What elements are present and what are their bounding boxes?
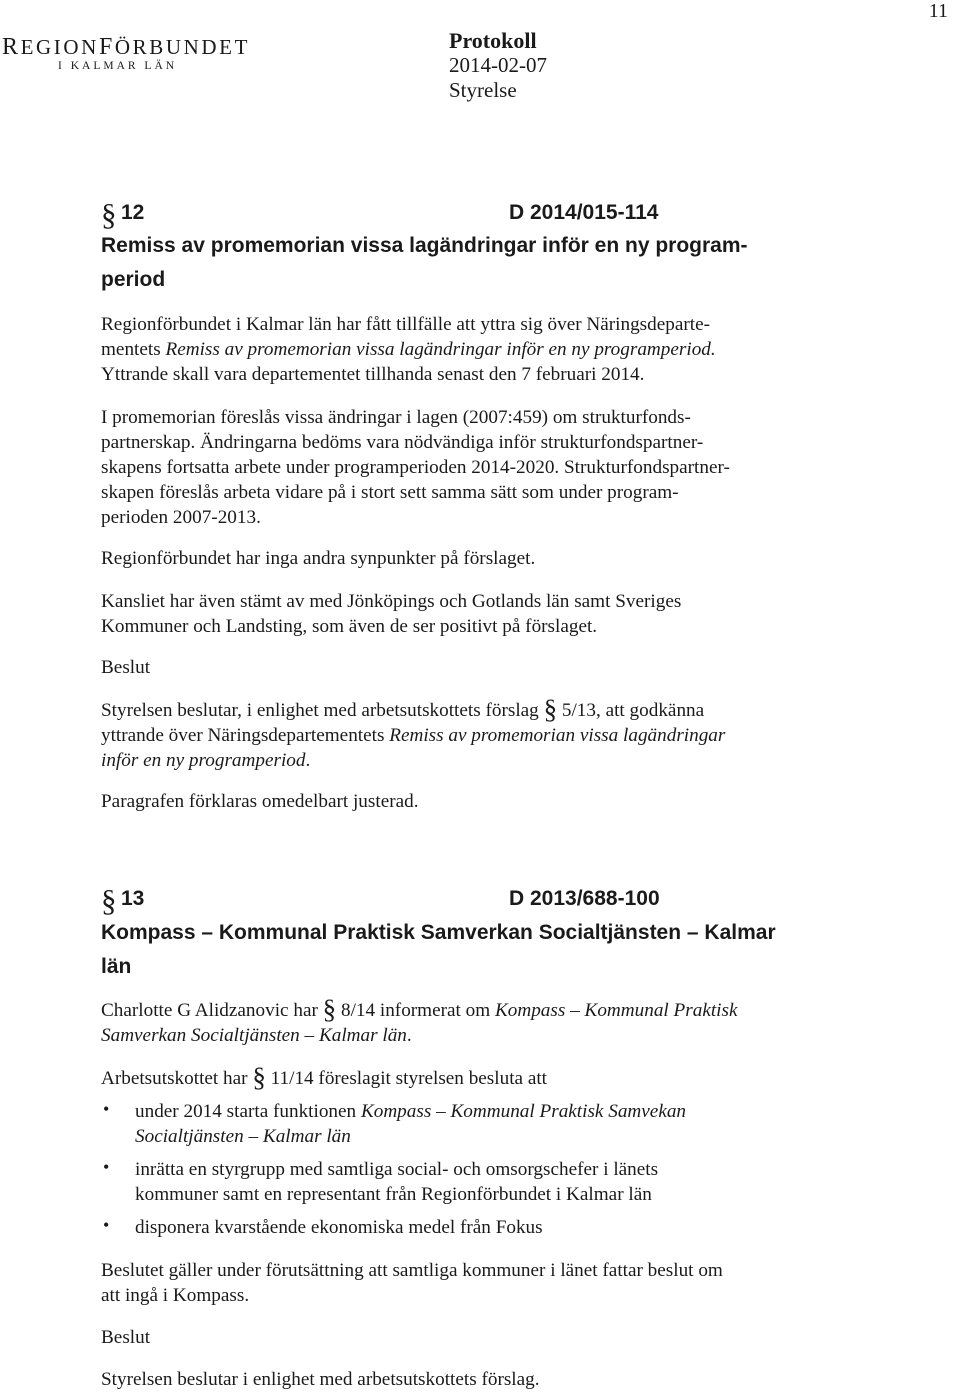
section-12-title-line-1: Remiss av promemorian vissa lagändringar inför en ny program- xyxy=(101,234,748,257)
section-12-proposal xyxy=(101,405,861,530)
logo-subtitle: I KALMAR LÄN xyxy=(58,60,178,72)
intro-line: Regionförbundet i Kalmar län har fått tillfälle att yttra sig över Näringsdeparte- xyxy=(101,314,710,335)
section-13-number: 13 xyxy=(121,887,145,910)
meeting-date: 2014-02-07 xyxy=(449,53,547,77)
logo-word-forbundet: ÖRBUNDET xyxy=(114,35,251,59)
list-item xyxy=(135,1099,855,1149)
condition-line: att ingå i Kompass. xyxy=(101,1285,250,1306)
proposal-line: skapens fortsatta arbete under programperioden 2014-2020. Strukturfondspartner- xyxy=(101,457,730,478)
list-item-text: inrätta en styrgrupp med samtliga social- och omsorgschefer i länets xyxy=(135,1159,659,1180)
list-item xyxy=(135,1215,855,1240)
section-13-title-line-1: Kompass – Kommunal Praktisk Samverkan Socialtjänsten – Kalmar xyxy=(101,921,776,944)
logo-initial-r: R xyxy=(2,34,21,60)
decision-text: . xyxy=(305,750,311,771)
remiss-title: inför en ny programperiod xyxy=(101,750,306,771)
project-name: Samverkan Socialtjänsten – Kalmar län xyxy=(101,1025,407,1046)
info-text: . xyxy=(406,1025,412,1046)
meeting-body: Styrelse xyxy=(449,78,517,102)
section-sign-icon: § xyxy=(543,694,558,724)
section-12-diarienummer: D 2014/015-114 xyxy=(509,201,659,224)
document-type: Protokoll xyxy=(449,28,537,53)
project-name: Socialtjänsten – Kalmar län xyxy=(135,1126,351,1147)
consultation-line: Kommuner och Landsting, som även de ser positivt på förslaget. xyxy=(101,616,598,637)
logo-initial-f: F xyxy=(98,34,115,60)
section-sign-icon: § xyxy=(252,1062,266,1092)
project-name: Kompass – Kommunal Praktisk Samvekan xyxy=(360,1101,687,1122)
remiss-title: Remiss av promemorian vissa lagändringar inför en ny programperiod. xyxy=(165,339,716,360)
section-12-title-line-2: period xyxy=(101,268,166,291)
section-13-decision-label: Beslut xyxy=(101,1327,151,1348)
section-13-info xyxy=(101,994,861,1048)
info-text: 8/14 informerat om xyxy=(336,1000,495,1021)
section-12-consultation xyxy=(101,589,861,639)
intro-line: mentets xyxy=(101,339,166,360)
section-12-no-other-views: Regionförbundet har inga andra synpunkter på förslaget. xyxy=(101,548,536,569)
section-sign-icon: § xyxy=(101,197,117,232)
condition-line: Beslutet gäller under förutsättning att samtliga kommuner i länet fattar beslut om xyxy=(101,1260,723,1281)
section-12-intro xyxy=(101,312,861,387)
section-13-diarienummer: D 2013/688-100 xyxy=(509,887,660,910)
page-number: 11 xyxy=(928,0,948,22)
proposal-line: perioden 2007-2013. xyxy=(101,507,261,528)
bullet-icon: • xyxy=(103,1099,110,1119)
section-13-proposal-intro xyxy=(101,1062,861,1092)
remiss-title: Remiss av promemorian vissa lagändringar xyxy=(389,725,726,746)
section-13-decision: Styrelsen beslutar i enlighet med arbetsutskottets förslag. xyxy=(101,1369,540,1390)
section-12-number: 12 xyxy=(121,201,145,224)
proposal-line: partnerskap. Ändringarna bedöms vara nödvändiga inför strukturfondspartner- xyxy=(101,432,704,453)
list-item-text: under 2014 starta funktionen xyxy=(135,1101,361,1122)
proposal-line: skapen föreslås arbeta vidare på i stort sett samma sätt som under program- xyxy=(101,482,679,503)
list-item-text: disponera kvarstående ekonomiska medel från Fokus xyxy=(135,1217,543,1238)
proposal-text: 11/14 föreslagit styrelsen besluta att xyxy=(265,1068,548,1089)
proposal-line: I promemorian föreslås vissa ändringar i lagen (2007:459) om strukturfonds- xyxy=(101,407,691,428)
section-13-title xyxy=(101,916,831,984)
section-13-condition xyxy=(101,1258,861,1308)
section-12-decision xyxy=(101,694,861,773)
decision-text: yttrande över Näringsdepartementets xyxy=(101,725,390,746)
consultation-line: Kansliet har även stämt av med Jönköpings och Gotlands län samt Sveriges xyxy=(101,591,682,612)
info-text: Charlotte G Alidzanovic har xyxy=(101,1000,323,1021)
section-13-title-line-2: län xyxy=(101,955,132,978)
bullet-icon: • xyxy=(103,1157,110,1177)
list-item xyxy=(135,1157,855,1207)
section-12-adjusted: Paragrafen förklaras omedelbart justerad. xyxy=(101,791,419,812)
decision-text: 5/13, att godkänna xyxy=(557,700,705,721)
section-sign-icon: § xyxy=(101,883,117,918)
intro-line: Yttrande skall vara departementet tillhanda senast den 7 februari 2014. xyxy=(101,364,645,385)
section-12-title xyxy=(101,229,831,297)
logo-word-region: EGION xyxy=(20,35,99,59)
section-sign-icon: § xyxy=(322,994,337,1024)
decision-text: Styrelsen beslutar, i enlighet med arbetsutskottets förslag xyxy=(101,700,544,721)
proposal-text: Arbetsutskottet har xyxy=(101,1068,253,1089)
project-name: Kompass – Kommunal Praktisk xyxy=(494,1000,738,1021)
organization-logo xyxy=(2,34,250,61)
bullet-icon: • xyxy=(103,1215,110,1235)
list-item-text: kommuner samt en representant från Regionförbundet i Kalmar län xyxy=(135,1184,652,1205)
section-12-decision-label: Beslut xyxy=(101,657,151,678)
